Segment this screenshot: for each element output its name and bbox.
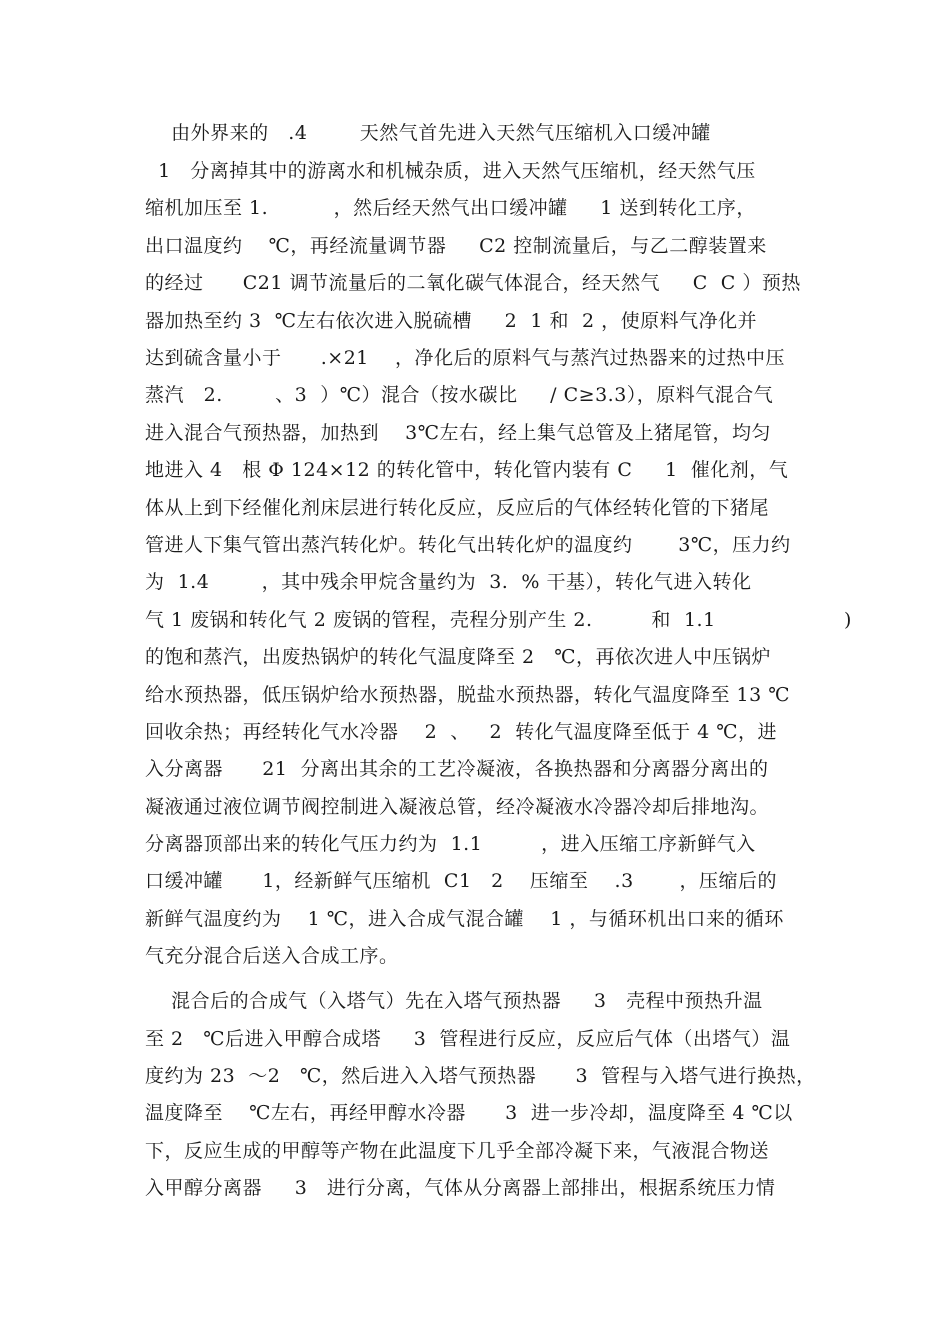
paragraph-1-line: 管进人下集气管出蒸汽转化炉。转化气出转化炉的温度约 3℃，压力约 <box>145 534 791 556</box>
paragraph-1-line: 1 分离掉其中的游离水和机械杂质，进入天然气压缩机，经天然气压 <box>145 160 756 182</box>
paragraph-2-line: 温度降至 ℃左右，再经甲醇水冷器 3 进一步冷却，温度降至 4 ℃以 <box>145 1102 793 1124</box>
paragraph-1-line: 达到硫含量小于 .×21 ，净化后的原料气与蒸汽过热器来的过热中压 <box>145 347 786 369</box>
paragraph-2-line: 入甲醇分离器 3 进行分离，气体从分离器上部排出，根据系统压力情 <box>145 1177 776 1199</box>
paragraph-1-line: 气 1 废锅和转化气 2 废锅的管程，壳程分别产生 2. 和 1.1 <box>145 609 716 631</box>
paragraph-1-line: 分离器顶部出来的转化气压力约为 1.1 ，进入压缩工序新鲜气入 <box>145 833 756 855</box>
paragraph-1-line: 新鲜气温度约为 1 ℃，进入合成气混合罐 1 ，与循环机出口来的循环 <box>145 908 784 930</box>
paragraph-2-line: 混合后的合成气（入塔气）先在入塔气预热器 3 壳程中预热升温 <box>145 990 763 1012</box>
paragraph-2-line: 至 2 ℃后进入甲醇合成塔 3 管程进行反应，反应后气体（出塔气）温 <box>145 1028 791 1050</box>
paragraph-1-line: 的饱和蒸汽，出废热锅炉的转化气温度降至 2 ℃，再依次进人中压锅炉 <box>145 646 772 668</box>
paragraph-1-line: 器加热至约 3 ℃左右依次进入脱硫槽 2 1 和 2 ，使原料气净化并 <box>145 310 758 332</box>
paragraph-1-line: 凝液通过液位调节阀控制进入凝液总管，经冷凝液水冷器冷却后排地沟。 <box>145 796 770 818</box>
stray-parenthesis: ) <box>844 609 852 631</box>
paragraph-1-line: 为 1.4 ，其中残余甲烷含量约为 3. % 干基），转化气进入转化 <box>145 571 752 593</box>
paragraph-1-line: 由外界来的 .4 天然气首先进入天然气压缩机入口缓冲罐 <box>145 122 711 144</box>
paragraph-1-line: 蒸汽 2. 、3 ）℃）混合（按水碳比 / C≥3.3），原料气混合气 <box>145 384 774 406</box>
paragraph-1-line: 回收余热；再经转化气水冷器 2 、 2 转化气温度降至低于 4 ℃，进 <box>145 721 778 743</box>
paragraph-1-line: 给水预热器，低压锅炉给水预热器，脱盐水预热器，转化气温度降至 13 ℃ <box>145 684 791 706</box>
paragraph-1-line: 进入混合气预热器，加热到 3℃左右，经上集气总管及上猪尾管，均匀 <box>145 422 772 444</box>
paragraph-1-line: 口缓冲罐 1，经新鲜气压缩机 C1 2 压缩至 .3 ，压缩后的 <box>145 870 777 892</box>
paragraph-1-line: 入分离器 21 分离出其余的工艺冷凝液，各换热器和分离器分离出的 <box>145 758 769 780</box>
paragraph-1-line: 气充分混合后送入合成工序。 <box>145 945 399 967</box>
paragraph-1-line: 地进入 4 根 Φ 124×12 的转化管中，转化管内装有 C 1 催化剂，气 <box>145 459 789 481</box>
paragraph-1-line: 出口温度约 ℃，再经流量调节器 C2 控制流量后，与乙二醇装置来 <box>145 235 767 257</box>
paragraph-1-line: 缩机加压至 1. ，然后经天然气出口缓冲罐 1 送到转化工序， <box>145 197 756 219</box>
paragraph-1-line: 体从上到下经催化剂床层进行转化反应，反应后的气体经转化管的下猪尾 <box>145 497 770 519</box>
paragraph-2-line: 度约为 23 ～2 ℃，然后进入入塔气预热器 3 管程与入塔气进行换热， <box>145 1065 816 1087</box>
paragraph-2-line: 下，反应生成的甲醇等产物在此温度下几乎全部冷凝下来，气液混合物送 <box>145 1140 770 1162</box>
paragraph-1-line: 的经过 C21 调节流量后的二氧化碳气体混合，经天然气 C C ）预热 <box>145 272 801 294</box>
